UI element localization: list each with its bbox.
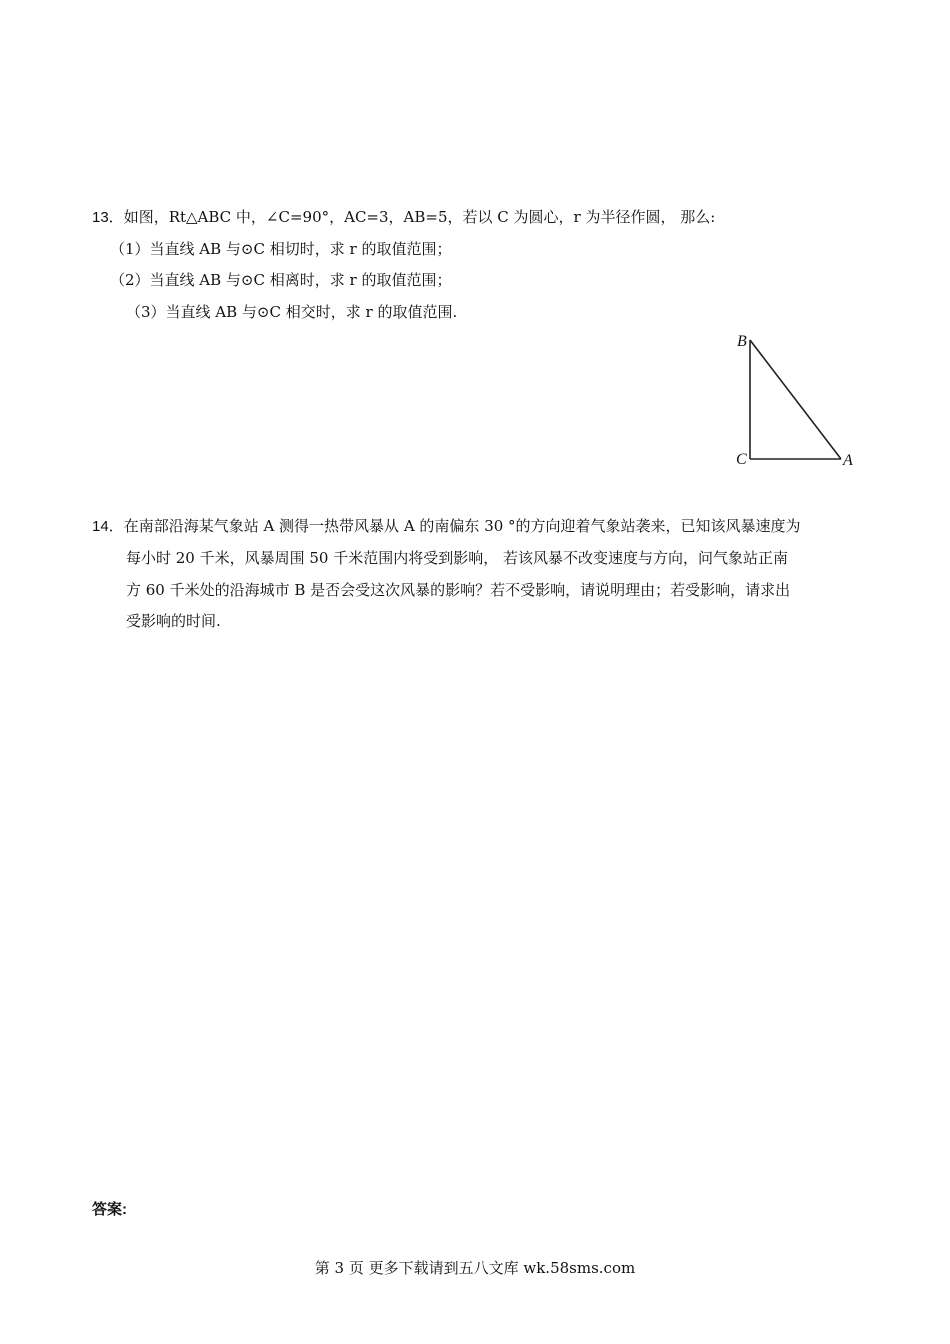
- answer-title: 答案:: [92, 1201, 127, 1218]
- triangle-figure: [728, 330, 860, 470]
- vertex-label-c: C: [736, 451, 747, 468]
- q13-stem-line: [92, 207, 715, 228]
- q13-part-1: （1）当直线 AB 与⊙C 相切时，求 r 的取值范围；: [110, 240, 452, 258]
- page-footer: 第 3 页 更多下载请到五八文库 wk.58sms.com: [314, 1259, 636, 1277]
- q14-line-2: 每小时 20 千米，风暴周围 50 千米范围内将受到影响， 若该风暴不改变速度与方向，问气象站正南: [126, 549, 789, 567]
- q14-text-1: 在南部沿海某气象站 A 测得一热带风暴从 A 的南偏东 30 °的方向迎着气象站袭来，已知该风暴速度为: [123, 517, 801, 535]
- q13-number: 13．: [92, 209, 124, 226]
- q14-line-4: 受影响的时间.: [126, 612, 221, 630]
- q14-number: 14．: [92, 518, 124, 535]
- triangle-diagram: [728, 330, 860, 470]
- vertex-label-a: A: [843, 452, 853, 469]
- q14-line-3: 方 60 千米处的沿海城市 B 是否会受这次风暴的影响？若不受影响，请说明理由；若受影响，请求出: [126, 581, 791, 599]
- q13-part-2: （2）当直线 AB 与⊙C 相离时，求 r 的取值范围；: [110, 271, 452, 289]
- q14-line-1: [92, 516, 801, 537]
- vertex-label-b: B: [737, 333, 747, 350]
- q13-stem: 如图，Rt△ABC 中，∠C=90°，AC=3，AB=5，若以 C 为圆心，r 为半径作圆， 那么:: [123, 208, 716, 226]
- q13-part-3: （3）当直线 AB 与⊙C 相交时，求 r 的取值范围.: [126, 303, 458, 321]
- side-ab: [750, 340, 841, 459]
